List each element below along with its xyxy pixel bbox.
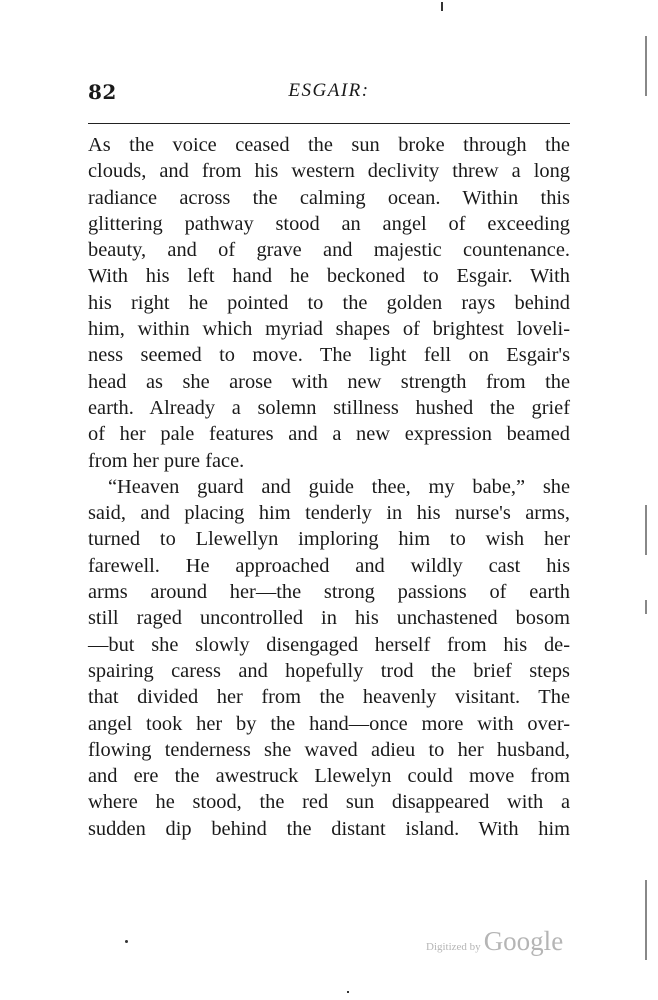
text-line: farewell. He approached and wildly cast his — [88, 554, 570, 577]
running-title: ESGAIR: — [288, 80, 370, 101]
text-line: With his left hand he beckoned to Esgair. With — [88, 265, 570, 288]
text-line: sudden dip behind the distant island. With him — [88, 817, 570, 840]
text-line: spairing caress and hopefully trod the brief steps — [88, 659, 570, 682]
text-line: earth. Already a solemn stillness hushed the grief — [88, 396, 570, 419]
scan-edge-mark — [645, 36, 647, 96]
text-line: said, and placing him tenderly in his nurse's arms, — [88, 502, 570, 525]
page-number: 82 — [88, 80, 117, 104]
text-line: As the voice ceased the sun broke through the — [88, 134, 570, 156]
page-header — [88, 80, 570, 106]
digitization-watermark — [426, 926, 563, 957]
text-line: —but she slowly disengaged herself from his de- — [88, 633, 570, 656]
text-line: arms around her—the strong passions of earth — [88, 581, 570, 604]
scan-speck — [125, 940, 128, 943]
scan-speck — [441, 2, 443, 11]
watermark-prefix: Digitized by — [426, 941, 481, 953]
text-line: beauty, and of grave and majestic countenance. — [88, 239, 570, 262]
text-line: clouds, and from his western declivity threw a long — [88, 160, 570, 183]
text-line: radiance across the calming ocean. Within this — [88, 186, 570, 209]
text-line: his right he pointed to the golden rays behind — [88, 291, 570, 314]
text-line: still raged uncontrolled in his unchastened bosom — [88, 607, 570, 630]
watermark-brand: Google — [483, 926, 564, 956]
text-line: where he stood, the red sun disappeared with a — [88, 791, 570, 814]
text-line: “Heaven guard and guide thee, my babe,” she — [108, 475, 570, 498]
header-rule — [88, 123, 570, 124]
scan-edge-mark — [645, 505, 647, 555]
text-line: ness seemed to move. The light fell on Esgair's — [88, 344, 570, 367]
text-line: him, within which myriad shapes of brightest loveli- — [88, 318, 570, 341]
text-line: flowing tenderness she waved adieu to her husband, — [88, 738, 570, 761]
scan-edge-mark — [645, 600, 647, 614]
scan-speck — [347, 991, 349, 993]
text-line: and ere the awestruck Llewelyn could move from — [88, 765, 570, 788]
text-line: from her pure face. — [88, 449, 245, 472]
text-line: of her pale features and a new expression beamed — [88, 423, 570, 446]
body-text — [88, 132, 570, 842]
text-line: glittering pathway stood an angel of exceeding — [88, 212, 570, 235]
scan-edge-mark — [645, 880, 647, 960]
text-line: angel took her by the hand—once more with over- — [88, 712, 570, 735]
text-line: head as she arose with new strength from the — [88, 370, 570, 393]
text-line: turned to Llewellyn imploring him to wish her — [88, 528, 570, 551]
text-line: that divided her from the heavenly visitant. The — [88, 686, 570, 709]
